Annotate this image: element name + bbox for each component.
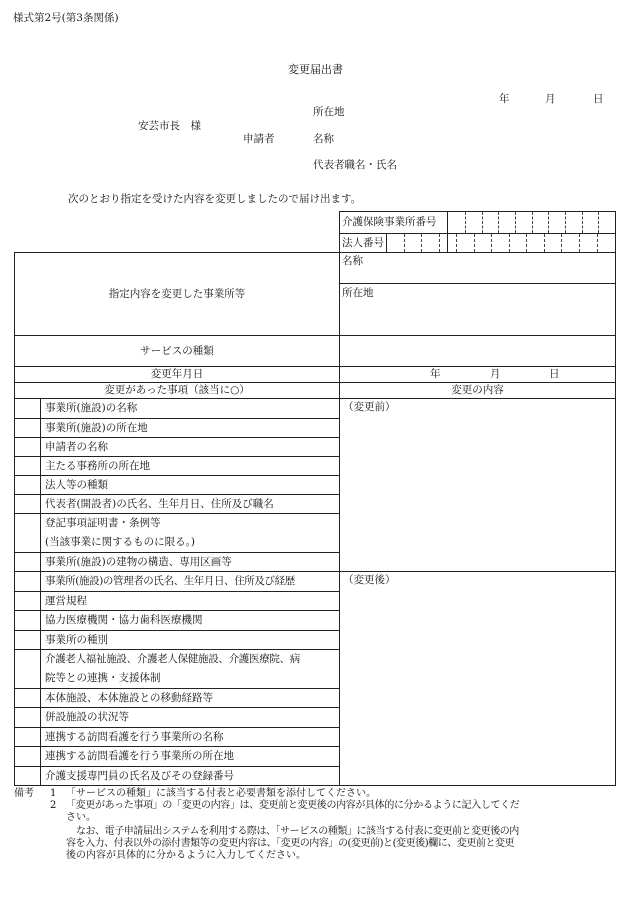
item-label: 事業所の種別 [45,633,108,646]
representative-label: 代表者職名・氏名 [313,159,397,171]
change-date-year: 年 [430,368,441,380]
item-label: 併設施設の状況等 [45,711,129,724]
before-label: （変更前） [343,401,396,413]
item-label: 介護老人福祉施設、介護老人保健施設、介護医療院、病 [45,653,300,666]
form-number: 様式第2号(第3条関係) [13,12,119,24]
item-check-cell[interactable] [15,419,40,437]
note-2-line-1: 「変更があった事項」の「変更の内容」は、変更前と変更後の内容が具体的に分かるように記入してくだ [66,800,520,811]
item-label: 協力医療機関・協力歯科医療機関 [45,614,203,627]
office-name-label: 名称 [342,255,363,267]
applicant-label: 申請者 [243,133,275,145]
note-3-line-1: なお、電子申請届出システムを利用する際は、「サービスの種類」に該当する付表に変更前と変更後の内 [76,826,519,837]
item-label: 登記事項証明書・条例等 [45,517,161,530]
page-title: 変更届出書 [288,63,343,76]
service-type-field[interactable] [340,336,615,366]
after-content-field[interactable] [340,572,615,785]
note-2-line-2: さい。 [66,812,96,823]
item-check-cell[interactable] [15,728,40,746]
item-label: 連携する訪問看護を行う事業所の名称 [45,730,224,743]
service-type-label: サービスの種類 [140,344,214,357]
item-label: 院等との連携・支援体制 [45,672,161,685]
office-address-label: 所在地 [342,287,374,299]
note-2-number: 2 [50,800,57,811]
item-label: 事業所(施設)の管理者の氏名、生年月日、住所及び経歴 [45,575,295,588]
corp-number-label: 法人番号 [342,236,384,249]
office-address-field[interactable] [340,284,615,335]
change-date-label: 変更年月日 [150,368,204,381]
date-day-label: 日 [593,93,604,105]
item-check-cell[interactable] [15,767,40,785]
addressee: 安芸市長 様 [138,120,201,132]
applicant-address-label: 所在地 [313,106,345,118]
item-label: 事業所(施設)の建物の構造、専用区画等 [45,555,232,568]
item-check-cell[interactable] [15,399,40,418]
item-label: 運営規程 [45,594,87,607]
item-label: 法人等の種類 [45,478,108,491]
item-check-cell[interactable] [15,611,40,630]
item-label: 本体施設、本体施設との移動経路等 [45,691,213,704]
notes-label: 備考 [14,788,34,799]
items-header: 変更があった事項（該当に○） [104,384,250,397]
note-3-line-2: 容を入力、付表以外の添付書類等の変更内容は、「変更の内容」の(変更前)と(変更後)欄に、変更前と変更 [66,838,515,849]
change-date-day: 日 [549,368,560,380]
date-month-label: 月 [545,93,556,105]
item-label: 連携する訪問看護を行う事業所の所在地 [45,750,234,763]
note-3-line-3: 後の内容が具体的に分かるように入力してください。 [66,850,306,861]
change-date-month: 月 [490,368,501,380]
item-label: 事業所(施設)の所在地 [45,421,148,434]
item-label: 主たる事務所の所在地 [45,459,150,472]
changed-office-label: 指定内容を変更した事業所等 [108,287,246,300]
item-label: 申請者の名称 [45,440,108,453]
applicant-name-label: 名称 [313,133,334,145]
content-header: 変更の内容 [451,384,504,397]
item-check-cell[interactable] [15,747,40,766]
item-check-cell[interactable] [15,476,40,494]
statement: 次のとおり指定を受けた内容を変更しましたので届け出ます。 [68,193,362,205]
item-check-cell[interactable] [15,650,40,688]
care-number-label: 介護保険事業所番号 [342,216,437,229]
item-check-cell[interactable] [15,495,40,513]
note-1: 「サービスの種類」に該当する付表と必要書類を添付してください。 [66,788,376,799]
before-content-field[interactable] [340,399,615,571]
after-label: （変更後） [343,574,396,586]
item-label: 介護支援専門員の氏名及びその登録番号 [45,769,234,782]
item-check-cell[interactable] [15,592,40,610]
item-check-cell[interactable] [15,631,40,649]
item-check-cell[interactable] [15,457,40,475]
item-check-cell[interactable] [15,689,40,707]
item-check-cell[interactable] [15,514,40,552]
item-label: 事業所(施設)の名称 [45,402,138,415]
item-label: 代表者(開設者)の氏名、生年月日、住所及び職名 [45,497,274,510]
item-check-cell[interactable] [15,553,40,571]
item-check-cell[interactable] [15,572,40,591]
item-label: (当該事業に関するものに限る。) [45,536,195,549]
date-year-label: 年 [499,93,510,105]
note-1-number: 1 [50,788,57,799]
office-name-field[interactable] [340,253,615,283]
item-check-cell[interactable] [15,438,40,456]
item-check-cell[interactable] [15,708,40,727]
